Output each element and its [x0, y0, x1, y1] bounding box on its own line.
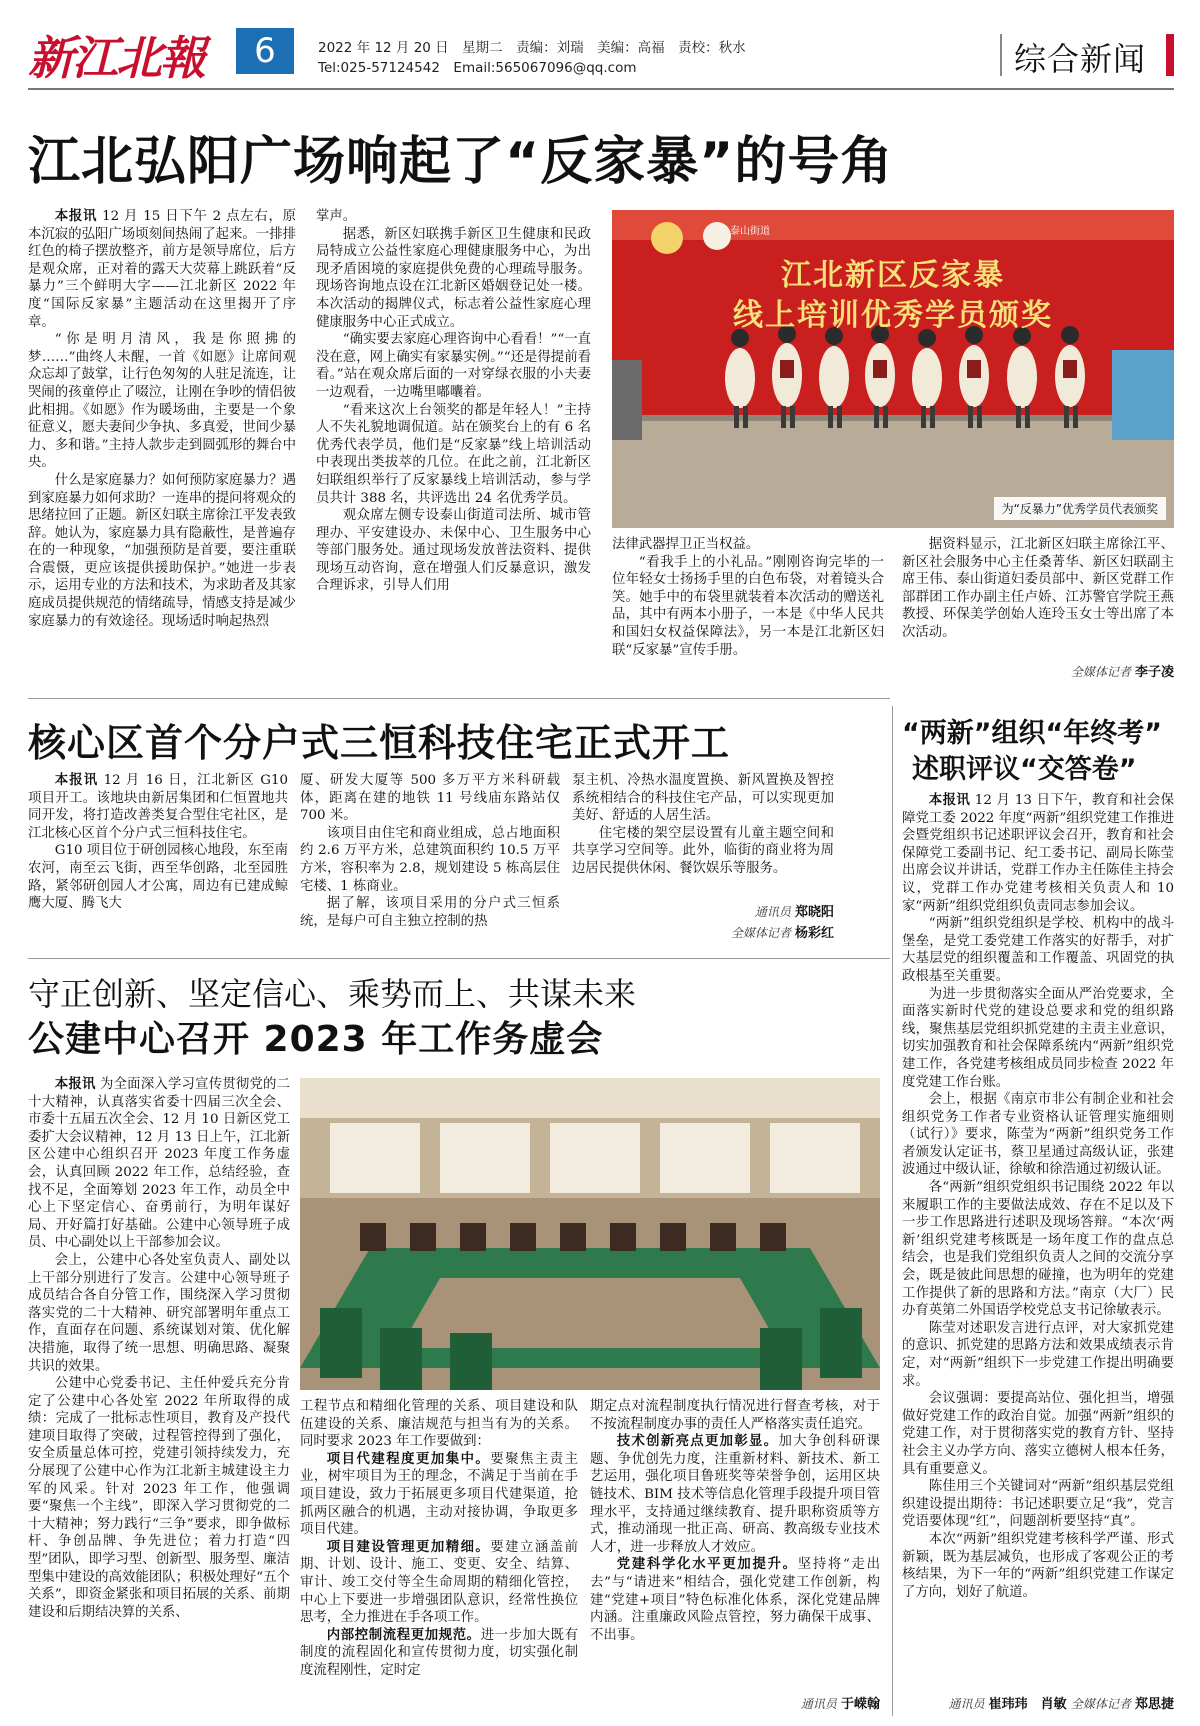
- paragraph: 会议强调：要提高站位、强化担当，增强做好党建工作的政治自觉。加强“两新”组织的党建工作，对于贯彻落实党的教育方针、坚持社会主义办学方向、落实立德树人根本任务，具有重要意义。: [902, 1391, 1174, 1477]
- article1-col2: [316, 208, 591, 678]
- paragraph: 据了解，该项目采用的分户式三恒系统，是每户可自主独立控制的热: [300, 896, 560, 929]
- section-divider-1: [28, 698, 890, 699]
- paragraph: 会上，根据《南京市非公有制企业和社会组织党务工作者专业资格认证管理实施细则（试行）》要求，陈莹为“两新”组织党务工作者颁发认定证书，蔡卫星通过高级认证，张建波通过中级认证，徐敏和徐浩通过初级认证。: [902, 1092, 1174, 1178]
- section-divider: [1000, 34, 1002, 76]
- article1-col3: [612, 536, 884, 686]
- paragraph: 据悉，新区妇联携手新区卫生健康和民政局特成立公益性家庭心理健康服务中心，为出现矛盾困境的家庭提供免费的心理疏导服务。现场咨询地点设在江北新区婚姻登记处一楼。本次活动的揭牌仪式，标志着公益性家庭心理健康服务中心正式成立。: [316, 226, 591, 330]
- article3-headline: “两新”组织“年终考” 述职评议“交答卷”: [902, 718, 1162, 785]
- paragraph: 公建中心党委书记、主任仲爱兵充分肯定了公建中心各处室 2022 年所取得的成绩：完成了一批标志性项目，教育及产投代建项目取得了突破，过程管控得到了强化，安全质量总体可控，党建引领持续发力，充分展现了公建中心作为江北新主城建设主力军的风采。针对 2023 年工作，他强调要“聚焦一个主线”，即深入学习贯彻党的二十大精神；努力践行“三争”要求，即争做标杆、争创品牌、争先进位；着力打造“四型”团队，即学习型、创新型、服务型、廉洁型集中建设的高效能团队；积极处理好“五个关系”，即资金紧张和项目拓展的关系、前期建设和后期结决算的关系、: [28, 1376, 290, 1620]
- page-number: 6: [254, 31, 276, 71]
- article1-byline: 全媒体记者 李子凌: [1070, 665, 1174, 680]
- paragraph: 期定点对流程制度执行情况进行督查考核，对于不按流程制度办事的责任人严格落实责任追究。: [590, 1399, 880, 1432]
- paragraph: 内部控制流程更加规范。进一步加大既有制度的流程固化和宣传贯彻力度，切实强化制度流程刚性，定时定: [300, 1627, 578, 1678]
- paragraph: G10 项目位于研创园核心地段，东至南农河，南至云飞街，西至华创路，北至园胜路，紧邻研创园人才公寓，周边有已建成鲸鹰大厦、腾飞大: [28, 843, 288, 912]
- section-divider-2: [28, 958, 890, 959]
- section-title: 综合新闻: [1014, 40, 1147, 78]
- section-accent-bar: [1166, 34, 1174, 76]
- paragraph: 各“两新”组织党组织书记围绕 2022 年以来履职工作的主要做法成效、存在不足以及下一步工作思路进行述职及现场答辩。“本次‘两新’组织党建考核既是一场年度工作的盘点总结会，也是我们党组织负责人之间的交流分享会，既是彼此间思想的碰撞，也为明年的党建工作提供了新的思路和方法。”南京（大厂）民办育英第二外国语学校党总支书记徐敏表示。: [902, 1180, 1174, 1319]
- photo-caption: 为“反暴力”优秀学员代表颁奖: [994, 497, 1166, 520]
- paragraph: 本报讯 12 月 15 日下午 2 点左右，原本沉寂的弘阳广场顷刻间热闹了起来。一排排红色的椅子摆放整齐，前方是领导席位，后方是观众席，正对着的露天大荧幕上跳跃着“反暴力”三个鲜明大字——江北新区 2022 年度“国际反家暴”主题活动在这里揭开了序章。: [28, 209, 296, 330]
- article3-body: [902, 792, 1174, 1690]
- paragraph: 该项目由住宅和商业组成，总占地面积约 2.6 万平方米，总建筑面积约 10.5 万平方米，容积率为 2.8，规划建设 5 栋高层住宅楼、1 栋商业。: [300, 825, 560, 894]
- article4-headline-top: 守正创新、坚定信心、乘势而上、共谋未来: [28, 975, 637, 1013]
- paragraph: 厦、研发大厦等 500 多万平方米科研载体，距离在建的地铁 11 号线庙东路站仅 700 米。: [300, 773, 560, 824]
- paragraph: 陈莹对述职发言进行点评，对大家抓党建的意识、抓党建的思路方法和效果成绩表示肯定，对“两新”组织下一步党建工作提出明确要求。: [902, 1320, 1174, 1389]
- paragraph: 本报讯 12 月 13 日下午，教育和社会保障党工委 2022 年度“两新”组织党建工作推进会暨党组织书记述职评议会召开，教育和社会保障党工委副书记、纪工委书记、副局长陈莹出席会议并讲话，党群工作办主任陈佳主持会议，党群工作办党建考核相关负责人和 10 家“两新”组织党组织负责同志参加会议。: [902, 793, 1174, 914]
- paragraph: “你是明月清风，我是你照拂的梦……”曲终人未醒，一首《如愿》让席间观众忘却了鼓掌，让行色匆匆的人驻足流连，让哭闹的孩童停止了啜泣，让刚在争吵的情侣彼此相拥。《如愿》作为暖场曲，主要是一个象征意义，愿夫妻间少争执、多真爱，世间少暴力、多和谐。”主持人款步走到圆弧形的舞台中央。: [28, 332, 296, 471]
- paper-logo: 新江北報: [28, 31, 204, 85]
- meeting-photo: [300, 1078, 880, 1390]
- paragraph: 什么是家庭暴力？如何预防家庭暴力？遇到家庭暴力如何求助？一连串的提问将观众的思绪拉回了正题。新区妇联主席徐江平发表致辞。她认为，家庭暴力具有隐蔽性，是普遍存在的一种现象，“加强预防是首要，要注重联合震慑，更应该提供援助保护。”她进一步表示，运用专业的方法和技术，为求助者及其家庭成员提供规范的情绪疏导，情感支持是减少家庭暴力的有效途径。现场适时响起热烈: [28, 472, 296, 629]
- paragraph: 本报讯 12 月 16 日，江北新区 G10 项目开工。该地块由新居集团和仁恒置地共同开发，将打造改善类复合型住宅社区，是江北核心区首个分户式三恒科技住宅。: [28, 773, 288, 841]
- paragraph: 会上，公建中心各处室负责人、副处以上干部分别进行了发言。公建中心领导班子成员结合各自分管工作，围绕深入学习贯彻落实党的二十大精神、研究部署明年重点工作，直面存在问题、系统谋划对策、优化解决措施，取得了统一思想、明确思路、凝聚共识的效果。: [28, 1252, 290, 1374]
- paragraph: 项目建设管理更加精细。要建立涵盖前期、计划、设计、施工、变更、安全、结算、审计、竣工交付等全生命周期的精细化管控，中心上下要进一步增强团队意识，经常性换位思考，全力推进在手各项工作。: [300, 1539, 578, 1626]
- award-banner-line1: 江北新区反家暴: [781, 258, 1005, 293]
- masthead: [0, 0, 1200, 90]
- article1-col4: [902, 536, 1174, 646]
- article4-col2: [300, 1398, 578, 1716]
- article1-col1: [28, 208, 296, 678]
- article4-byline: 通讯员 于嵘翰: [800, 1697, 880, 1712]
- paragraph: 住宅楼的架空层设置有儿童主题空间和共享学习空间等。此外，临街的商业将为周边居民提供休闲、餐饮娱乐等服务。: [572, 825, 834, 876]
- article2-byline: 通讯员 郑晓阳 全媒体记者 杨彩红: [730, 905, 834, 941]
- article3-byline: 通讯员 崔玮玮 肖敏 全媒体记者 郑思捷: [948, 1697, 1174, 1712]
- paragraph: 法律武器捍卫正当权益。: [612, 537, 760, 552]
- award-ceremony-photo: [612, 210, 1174, 528]
- paragraph: 技术创新亮点更加彰显。加大争创科研课题、争优创先力度，注重新材料、新技术、新工艺运用，强化项目鲁班奖等荣誉争创，运用区块链技术、BIM 技术等信息化管理手段提升项目管理水平，支持通过继续教育、提升职称资质等方式，推动涌现一批正高、研高、教高级专业技术人才，进一步释放人才效应。: [590, 1434, 880, 1555]
- award-banner-logo-text: 泰山街道: [730, 226, 770, 237]
- article2-col1: [28, 772, 288, 942]
- column-divider: [892, 706, 893, 1716]
- contact-line: Tel:025-57124542 Email:565067096@qq.com: [318, 60, 637, 76]
- article2-headline: 核心区首个分户式三恒科技住宅正式开工: [28, 721, 731, 765]
- article4-headline: 公建中心召开 2023 年工作务虚会: [28, 1019, 604, 1060]
- paragraph: “看来这次上台领奖的都是年轻人！”主持人不失礼貌地调侃道。站在颁奖台上的有 6 名优秀代表学员，他们是“反家暴”线上培训活动中表现出类拔萃的几位。在此之前，江北新区妇联组织举行了反家暴线上培训活动，参与学员共计 388 名，共评选出 24 名优秀学员。: [316, 402, 591, 506]
- article4-col1: [28, 1076, 290, 1712]
- paragraph: 泵主机、冷热水温度置换、新风置换及智控系统相结合的科技住宅产品，可以实现更加美好、舒适的人居生活。: [572, 773, 834, 824]
- award-banner-line2: 线上培训优秀学员颁奖: [733, 298, 1053, 333]
- paragraph: 观众席左侧专设泰山街道司法所、城市管理办、平安建设办、未保中心、卫生服务中心等部门服务处。通过现场发放普法资料、提供现场互动咨询，意在增强人们反暴意识，激发合理诉求，引导人们用: [316, 508, 591, 594]
- article1-headline: 江北弘阳广场响起了“反家暴”的号角: [28, 132, 894, 192]
- paragraph: 本次“两新”组织党建考核科学严谨、形式新颖，既为基层减负，也形成了客观公正的考核结果，为下一年的“两新”组织党建工作谋定了方向，划好了航道。: [902, 1531, 1174, 1600]
- paragraph: 掌声。: [316, 209, 357, 224]
- article4-col3: [590, 1398, 880, 1694]
- paragraph: 党建科学化水平更加提升。坚持将“走出去”与“请进来”相结合，强化党建工作创新，构建“党建+项目”特色标准化体系，深化党建品牌内涵。注重廉政风险点管控，努力确保干成事、不出事。: [590, 1557, 880, 1643]
- date-line: 2022 年 12 月 20 日 星期二 责编：刘瑞 美编：高福 责校：秋水: [318, 40, 746, 56]
- paragraph: 陈佳用三个关键词对“两新”组织基层党组织建设提出期待：书记述职要立足“我”，党言党语要体现“红”，问题剖析要坚持“真”。: [902, 1479, 1174, 1530]
- paragraph: “看我手上的小礼品。”刚刚咨询完毕的一位年轻女士扬扬手里的白色布袋，对着镜头合笑。她手中的布袋里就装着本次活动的赠送礼品，其中有两本小册子，一本是《中华人民共和国妇女权益保障法》，另一本是江北新区妇联“反家暴”宣传手册。: [612, 554, 884, 658]
- paragraph: “确实要去家庭心理咨询中心看看！”“一直没在意，网上确实有家暴实例。”“还是得提前看看。”站在观众席后面的一对穿绿衣服的小夫妻一边观看，一边嘴里嘟囔着。: [316, 332, 591, 400]
- meeting-room-illustration: [300, 1078, 880, 1390]
- article2-col3: [572, 772, 834, 882]
- paragraph: 项目代建程度更加集中。要聚焦主责主业，树牢项目为王的理念，不满足于当前在手项目建设，致力于拓展更多项目代建渠道，抢抓两区融合的机遇，主动对接协调，争取更多项目代建。: [300, 1451, 578, 1538]
- paragraph: “两新”组织党组织是学校、机构中的战斗堡垒，是党工委党建工作落实的好帮手，对扩大基层党的组织覆盖和工作覆盖、巩固党的执政根基至关重要。: [902, 916, 1174, 984]
- article2-col2: [300, 772, 560, 942]
- paragraph: 据资料显示，江北新区妇联主席徐江平、新区社会服务中心主任桑菁华、新区妇联副主席王伟、泰山街道妇委员部中、新区党群工作部群团工作办副主任卢娇、江苏警官学院王燕教授、环保美学创始人连玲玉女士等出席了本次活动。: [902, 537, 1174, 640]
- paragraph: 工程节点和精细化管理的关系、项目建设和队伍建设的关系、廉洁规范与担当有为的关系。同时要求 2023 年工作要做到：: [300, 1399, 578, 1450]
- masthead-rule: [28, 88, 1174, 90]
- paragraph: 本报讯 为全面深入学习宣传贯彻党的二十大精神，认真落实省委十四届三次全会、市委十五届五次全会、12 月 10 日新区党工委扩大会议精神，12 月 13 日上午，江北新区公建中心组织召开 2023 年度工作务虚会，认真回顾 2022 年工作，总结经验，查找不足，全面筹划 2023 年工作，动员全中心上下坚定信心、奋勇前行，为明年谋好局、开好篇打好基础。公建中心领导班子成员、中心副处以上干部参加会议。: [28, 1077, 290, 1251]
- paragraph: 为进一步贯彻落实全面从严治党要求，全面落实新时代党的建设总要求和党的组织路线，聚焦基层党组织抓党建的主责主业意识，切实加强教育和社会保障系统内“两新”组织党建工作，各党建考核组成员同步检查 2022 年度党建工作台账。: [902, 986, 1174, 1090]
